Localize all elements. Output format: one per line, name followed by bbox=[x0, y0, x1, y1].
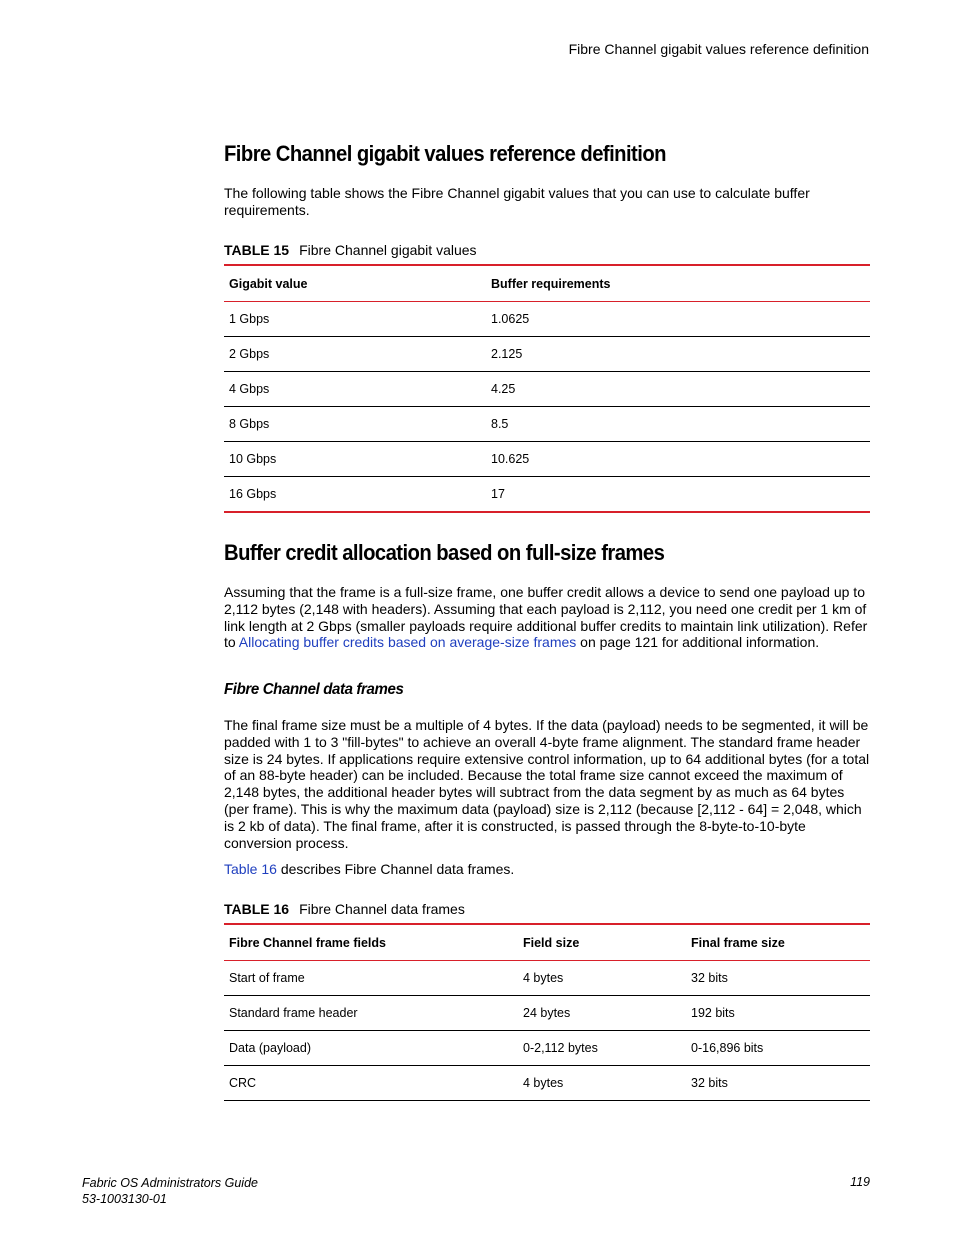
table-cell: 2.125 bbox=[486, 337, 870, 372]
table-15-gigabit-values bbox=[224, 264, 870, 513]
allocating-buffer-credits-link[interactable]: Allocating buffer credits based on average-size frames bbox=[238, 634, 577, 651]
table-cell: Standard frame header bbox=[224, 996, 518, 1031]
table-cell: CRC bbox=[224, 1066, 518, 1101]
table-cell: 2 Gbps bbox=[224, 337, 486, 372]
table-16-header-field-size: Field size bbox=[518, 924, 686, 961]
guide-title: Fabric OS Administrators Guide bbox=[82, 1176, 258, 1190]
page-footer bbox=[82, 1175, 258, 1207]
table-cell: 1 Gbps bbox=[229, 312, 270, 326]
table-16-header-fields: Fibre Channel frame fields bbox=[224, 924, 518, 961]
paragraph-text: on page 121 for additional information. bbox=[576, 634, 820, 651]
table-cell: 4 bytes bbox=[523, 971, 564, 985]
table-row bbox=[224, 302, 870, 337]
table-cell: 10 Gbps bbox=[224, 442, 486, 477]
table-cell: 10.625 bbox=[486, 442, 870, 477]
table-cell: 0-16,896 bits bbox=[686, 1031, 870, 1066]
table-row bbox=[224, 961, 870, 996]
table-cell: 32 bits bbox=[691, 971, 728, 985]
table-15-header-gigabit: Gigabit value bbox=[224, 265, 486, 302]
paragraph-text: Assuming that the frame is a full-size frame, one buffer credit allows a device to send one payload up to 2,112 bytes (2,148 with headers). Assuming that each payload is 2,112, you need one credit per 1 km of link length at 2 Gbps (smaller payloads require additional buffer credits to maintain link utilization). Refer to bbox=[224, 584, 868, 651]
table-row bbox=[224, 996, 870, 1031]
table-cell: 4.25 bbox=[486, 372, 870, 407]
table-row bbox=[224, 1031, 870, 1066]
table-cell: 192 bits bbox=[686, 996, 870, 1031]
table-16-caption-text: Fibre Channel data frames bbox=[299, 901, 465, 917]
buffer-credit-paragraph bbox=[224, 584, 872, 651]
section-title-gigabit-values: Fibre Channel gigabit values reference definition bbox=[224, 141, 666, 166]
table-cell: 17 bbox=[486, 477, 870, 513]
table-row bbox=[224, 442, 870, 477]
table-cell: 16 Gbps bbox=[224, 477, 486, 513]
subsection-title-data-frames: Fibre Channel data frames bbox=[224, 681, 404, 698]
table-15-caption bbox=[224, 242, 477, 258]
table-cell: 1.0625 bbox=[491, 312, 530, 326]
table-cell: 4 Gbps bbox=[224, 372, 486, 407]
table-row bbox=[224, 477, 870, 513]
table-16-label: TABLE 16 bbox=[224, 901, 290, 917]
table-cell: 4 bytes bbox=[518, 1066, 686, 1101]
table-16-caption bbox=[224, 901, 465, 917]
page-number: 119 bbox=[850, 1175, 870, 1189]
table-cell: 0-2,112 bytes bbox=[518, 1031, 686, 1066]
table-row bbox=[224, 1066, 870, 1101]
table-15-header-buffer: Buffer requirements bbox=[486, 265, 870, 302]
section-intro-paragraph: The following table shows the Fibre Channel gigabit values that you can use to calculate buffer requirements. bbox=[224, 185, 810, 218]
data-frames-paragraph: The final frame size must be a multiple of 4 bytes. If the data (payload) needs to be segmented, it will be padded with 1 to 3 "fill-bytes" to achieve an overall 4-byte frame alignment. The standard frame header size is 24 bytes. If applications require extensive control information, up to 64 additional bytes (for a total of an 88-byte header) can be included. Because the total frame size cannot exceed the maximum of 2,148 bytes, the additional header bytes will subtract from the data segment by as much as 64 bytes (per frame). This is why the maximum data (payload) size is 2,112 (because [2,112 - 64] = 2,048, which is 2 kb of data). The final frame, after it is constructed, is passed through the 8-byte-to-10-byte conversion process. bbox=[224, 717, 870, 851]
table-cell: 32 bits bbox=[686, 1066, 870, 1101]
document-number: 53-1003130-01 bbox=[82, 1192, 167, 1206]
running-header: Fibre Channel gigabit values reference definition bbox=[568, 41, 869, 57]
table-16-link[interactable]: Table 16 bbox=[224, 861, 277, 877]
table-16-header-final-size: Final frame size bbox=[686, 924, 870, 961]
paragraph-text: describes Fibre Channel data frames. bbox=[276, 861, 515, 877]
table-16-reference bbox=[224, 861, 872, 878]
table-15-caption-text: Fibre Channel gigabit values bbox=[299, 242, 477, 258]
table-row bbox=[224, 407, 870, 442]
table-row bbox=[224, 337, 870, 372]
table-cell: Start of frame bbox=[229, 971, 305, 985]
table-cell: Data (payload) bbox=[224, 1031, 518, 1066]
table-row bbox=[224, 372, 870, 407]
table-16-data-frames bbox=[224, 923, 870, 1101]
table-cell: 8.5 bbox=[486, 407, 870, 442]
table-cell: 8 Gbps bbox=[224, 407, 486, 442]
table-15-label: TABLE 15 bbox=[224, 242, 290, 258]
section-title-buffer-credit: Buffer credit allocation based on full-size frames bbox=[224, 540, 665, 565]
table-cell: 24 bytes bbox=[518, 996, 686, 1031]
